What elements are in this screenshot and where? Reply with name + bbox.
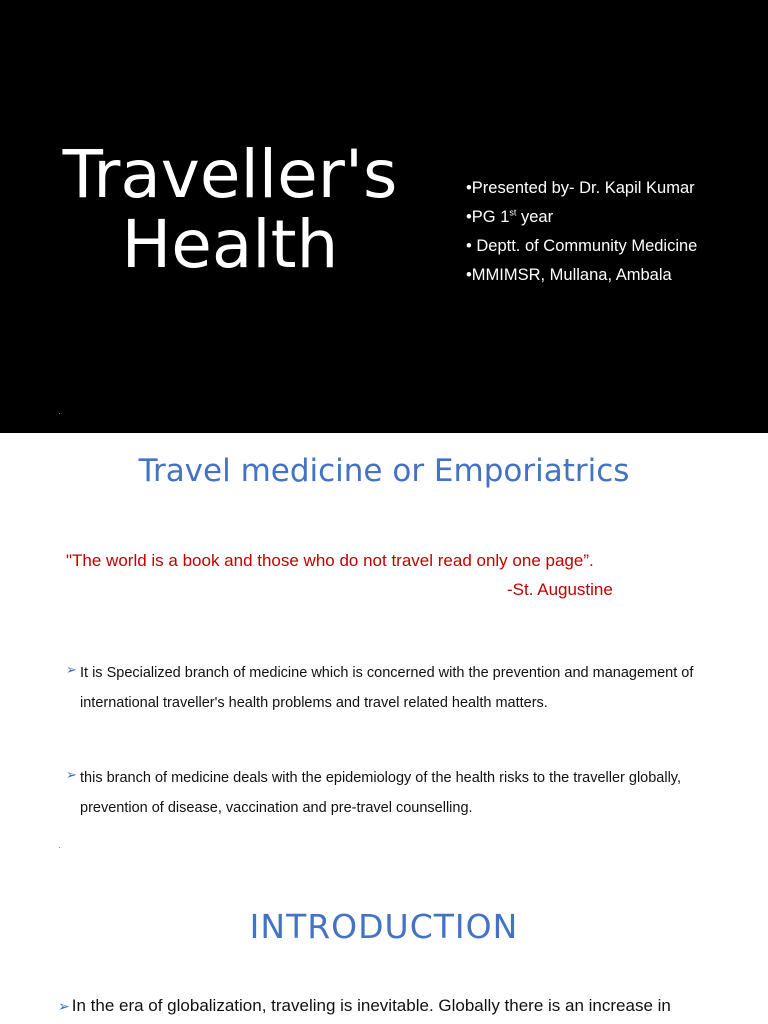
quote-text: "The world is a book and those who do not travel read only one page”. [66,551,594,570]
presenter-year [466,207,736,228]
arrow-bullet-icon: ➢ [66,662,77,677]
bullet-item [58,996,758,1016]
quote-author: -St. Augustine [507,580,613,599]
presenter-details [466,178,736,294]
slide-title-line-2: Health [121,206,339,283]
year-superscript: st [509,207,517,218]
travel-medicine-slide [0,433,768,863]
slide-heading: Travel medicine or Emporiatrics [138,453,630,489]
bullet-item [66,763,716,823]
slide-heading: INTRODUCTION [249,907,519,946]
slide-marker-dot [59,413,60,414]
arrow-bullet-icon: ➢ [66,767,77,782]
bullet-text: In the era of globalization, traveling is inevitable. Globally there is an increase in [71,996,671,1015]
slide-title [40,136,420,283]
bullet-text: It is Specialized branch of medicine which is concerned with the prevention and management of international traveller's health problems and travel related health matters. [80,665,694,711]
presenter-department: • Deptt. of Community Medicine [466,237,698,255]
year-suffix: year [516,208,554,226]
bullet-text: this branch of medicine deals with the epidemiology of the health risks to the traveller globally, prevention of disease, vaccination and pre-travel counselling. [80,770,681,816]
slide-title-line-1: Traveller's [62,136,398,213]
slide-marker-dot [59,847,60,848]
arrow-bullet-icon: ➢ [58,998,70,1014]
introduction-slide [0,863,768,1024]
year-prefix: •PG 1 [466,208,510,226]
title-slide [0,0,768,433]
presenter-name: •Presented by- Dr. Kapil Kumar [466,179,695,197]
presenter-institute: •MMIMSR, Mullana, Ambala [466,266,672,284]
bullet-item [66,658,716,718]
